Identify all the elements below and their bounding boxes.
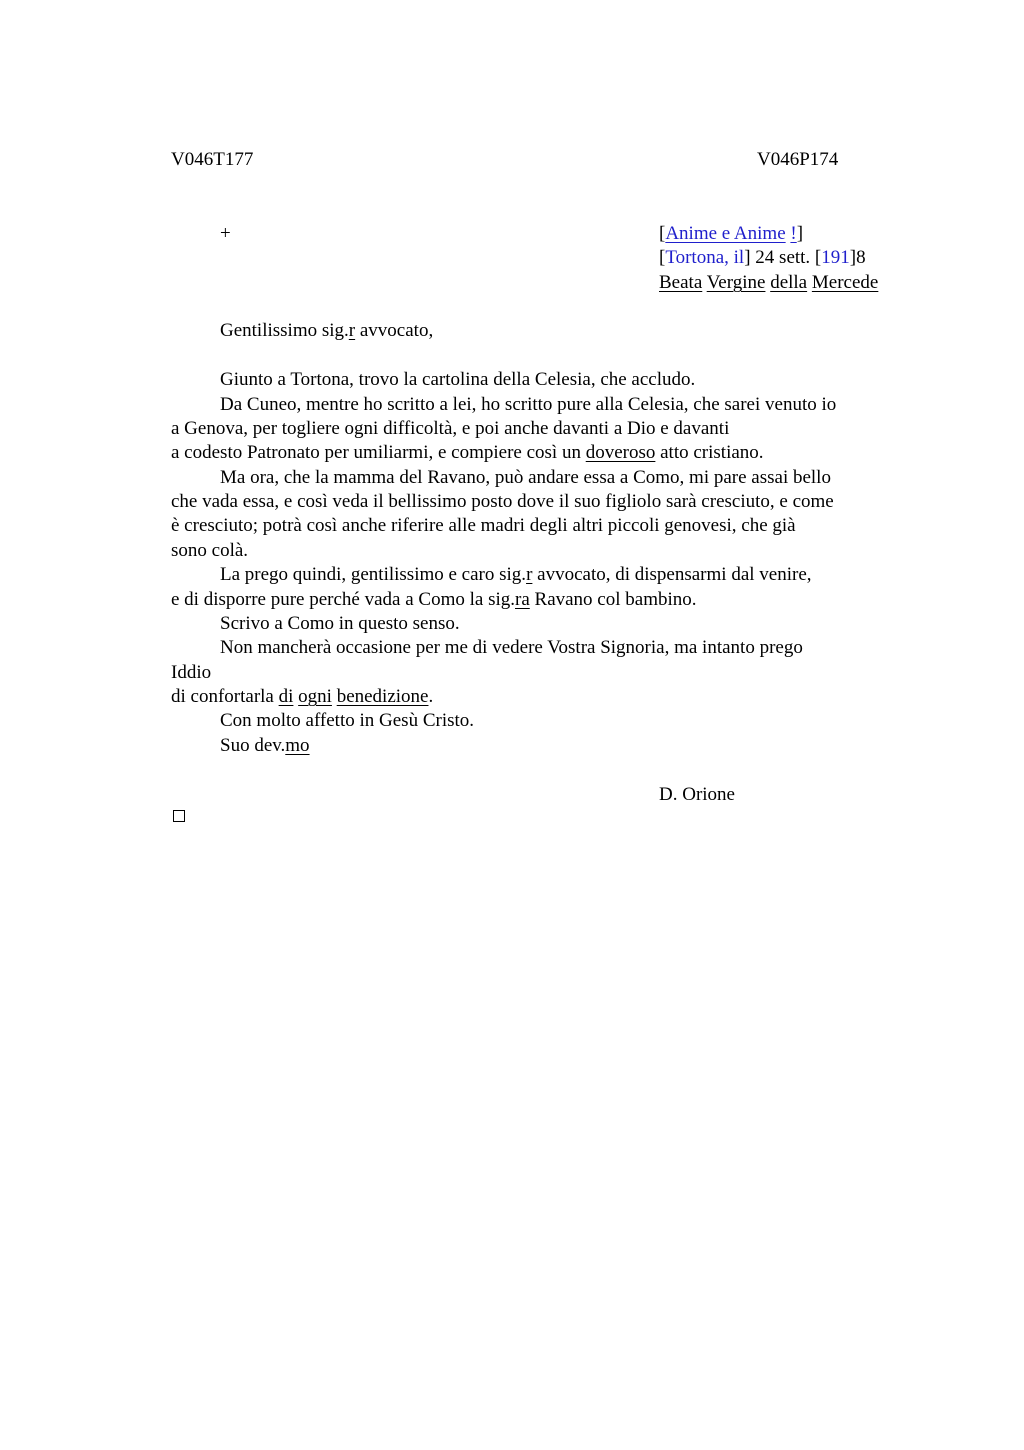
- bracket-open: [: [659, 223, 666, 244]
- salutation-text-end: avvocato,: [355, 320, 434, 341]
- year-suffix: ]8: [849, 247, 866, 268]
- paragraph-2-line-2: a Genova, per togliere ogni difficoltà, e poi anche davanti a Dio e davanti: [171, 418, 730, 439]
- text-run: di confortarla: [171, 686, 279, 707]
- text-run: e di disporre pure perché vada a Como la sig.: [171, 589, 515, 610]
- paragraph-6-line-1: Non mancherà occasione per me di vedere Vostra Signoria, ma intanto prego: [220, 637, 803, 658]
- paragraph-3-line-4: sono colà.: [171, 540, 249, 561]
- dateline-place-date: [659, 248, 866, 267]
- paragraph-2-line-3: [171, 443, 764, 462]
- paragraph-6-line-2: Iddio: [171, 662, 212, 683]
- paragraph-2-line-1: Da Cuneo, mentre ho scritto a lei, ho scritto pure alla Celesia, che sarei venuto io: [220, 394, 837, 415]
- text-run: La prego quindi, gentilissimo e caro sig.: [220, 564, 527, 585]
- paragraph-5: Scrivo a Como in questo senso.: [220, 613, 460, 634]
- underlined-word: di: [278, 686, 294, 707]
- text-run: avvocato, di dispensarmi dal venire,: [532, 564, 812, 585]
- bracket-close: ]: [796, 223, 804, 244]
- exclaim-link[interactable]: !: [790, 223, 797, 244]
- underlined-word: doveroso: [585, 442, 656, 463]
- text-run: a codesto Patronato per umiliarmi, e compiere così un: [171, 442, 586, 463]
- underlined-word: ogni: [298, 686, 332, 707]
- salutation-abbrev: r: [348, 320, 356, 341]
- salutation: [220, 321, 433, 340]
- text-run: .: [428, 686, 434, 707]
- paragraph-3-line-3: è cresciuto; potrà così anche riferire alle madri degli altri piccoli genovesi, che già: [171, 515, 796, 536]
- place-link[interactable]: Tortona, il: [665, 247, 745, 268]
- underlined-abbrev: r: [526, 564, 533, 585]
- underlined-abbrev: ra: [515, 589, 530, 610]
- closing-line-2: [220, 736, 310, 755]
- feast-line: [659, 273, 878, 292]
- salutation-text: Gentilissimo sig.: [220, 320, 349, 341]
- paragraph-1: Giunto a Tortona, trovo la cartolina della Celesia, che accludo.: [220, 369, 696, 390]
- underlined-abbrev: mo: [285, 735, 310, 756]
- signature: D. Orione: [659, 784, 735, 805]
- text-run: Ravano col bambino.: [529, 589, 697, 610]
- text-run: Suo dev.: [220, 735, 286, 756]
- feast-word: della: [770, 272, 808, 293]
- cross-mark: +: [220, 223, 231, 244]
- feast-word: Mercede: [811, 272, 879, 293]
- text-run: atto cristiano.: [655, 442, 764, 463]
- anime-e-anime-link[interactable]: Anime e Anime: [665, 223, 786, 244]
- dateline-title: [659, 224, 803, 243]
- bracket-open-2: [: [659, 247, 666, 268]
- feast-word: Vergine: [706, 272, 766, 293]
- paragraph-3-line-2: che vada essa, e così veda il bellissimo posto dove il suo figliolo sarà cresciuto, e come: [171, 491, 834, 512]
- year-link[interactable]: 191: [821, 247, 850, 268]
- underlined-word: benedizione: [336, 686, 429, 707]
- checkbox-square-icon: [173, 810, 185, 822]
- document-code-left: V046T177: [171, 149, 254, 170]
- paragraph-4-line-2: [171, 590, 697, 609]
- paragraph-6-line-3: [171, 687, 433, 706]
- feast-word: Beata: [659, 272, 703, 293]
- closing-line-1: Con molto affetto in Gesù Cristo.: [220, 710, 475, 731]
- document-code-right: V046P174: [757, 149, 839, 170]
- date-text: ] 24 sett. [: [744, 247, 822, 268]
- paragraph-4-line-1: [220, 565, 812, 584]
- paragraph-3-line-1: Ma ora, che la mamma del Ravano, può andare essa a Como, mi pare assai bello: [220, 467, 831, 488]
